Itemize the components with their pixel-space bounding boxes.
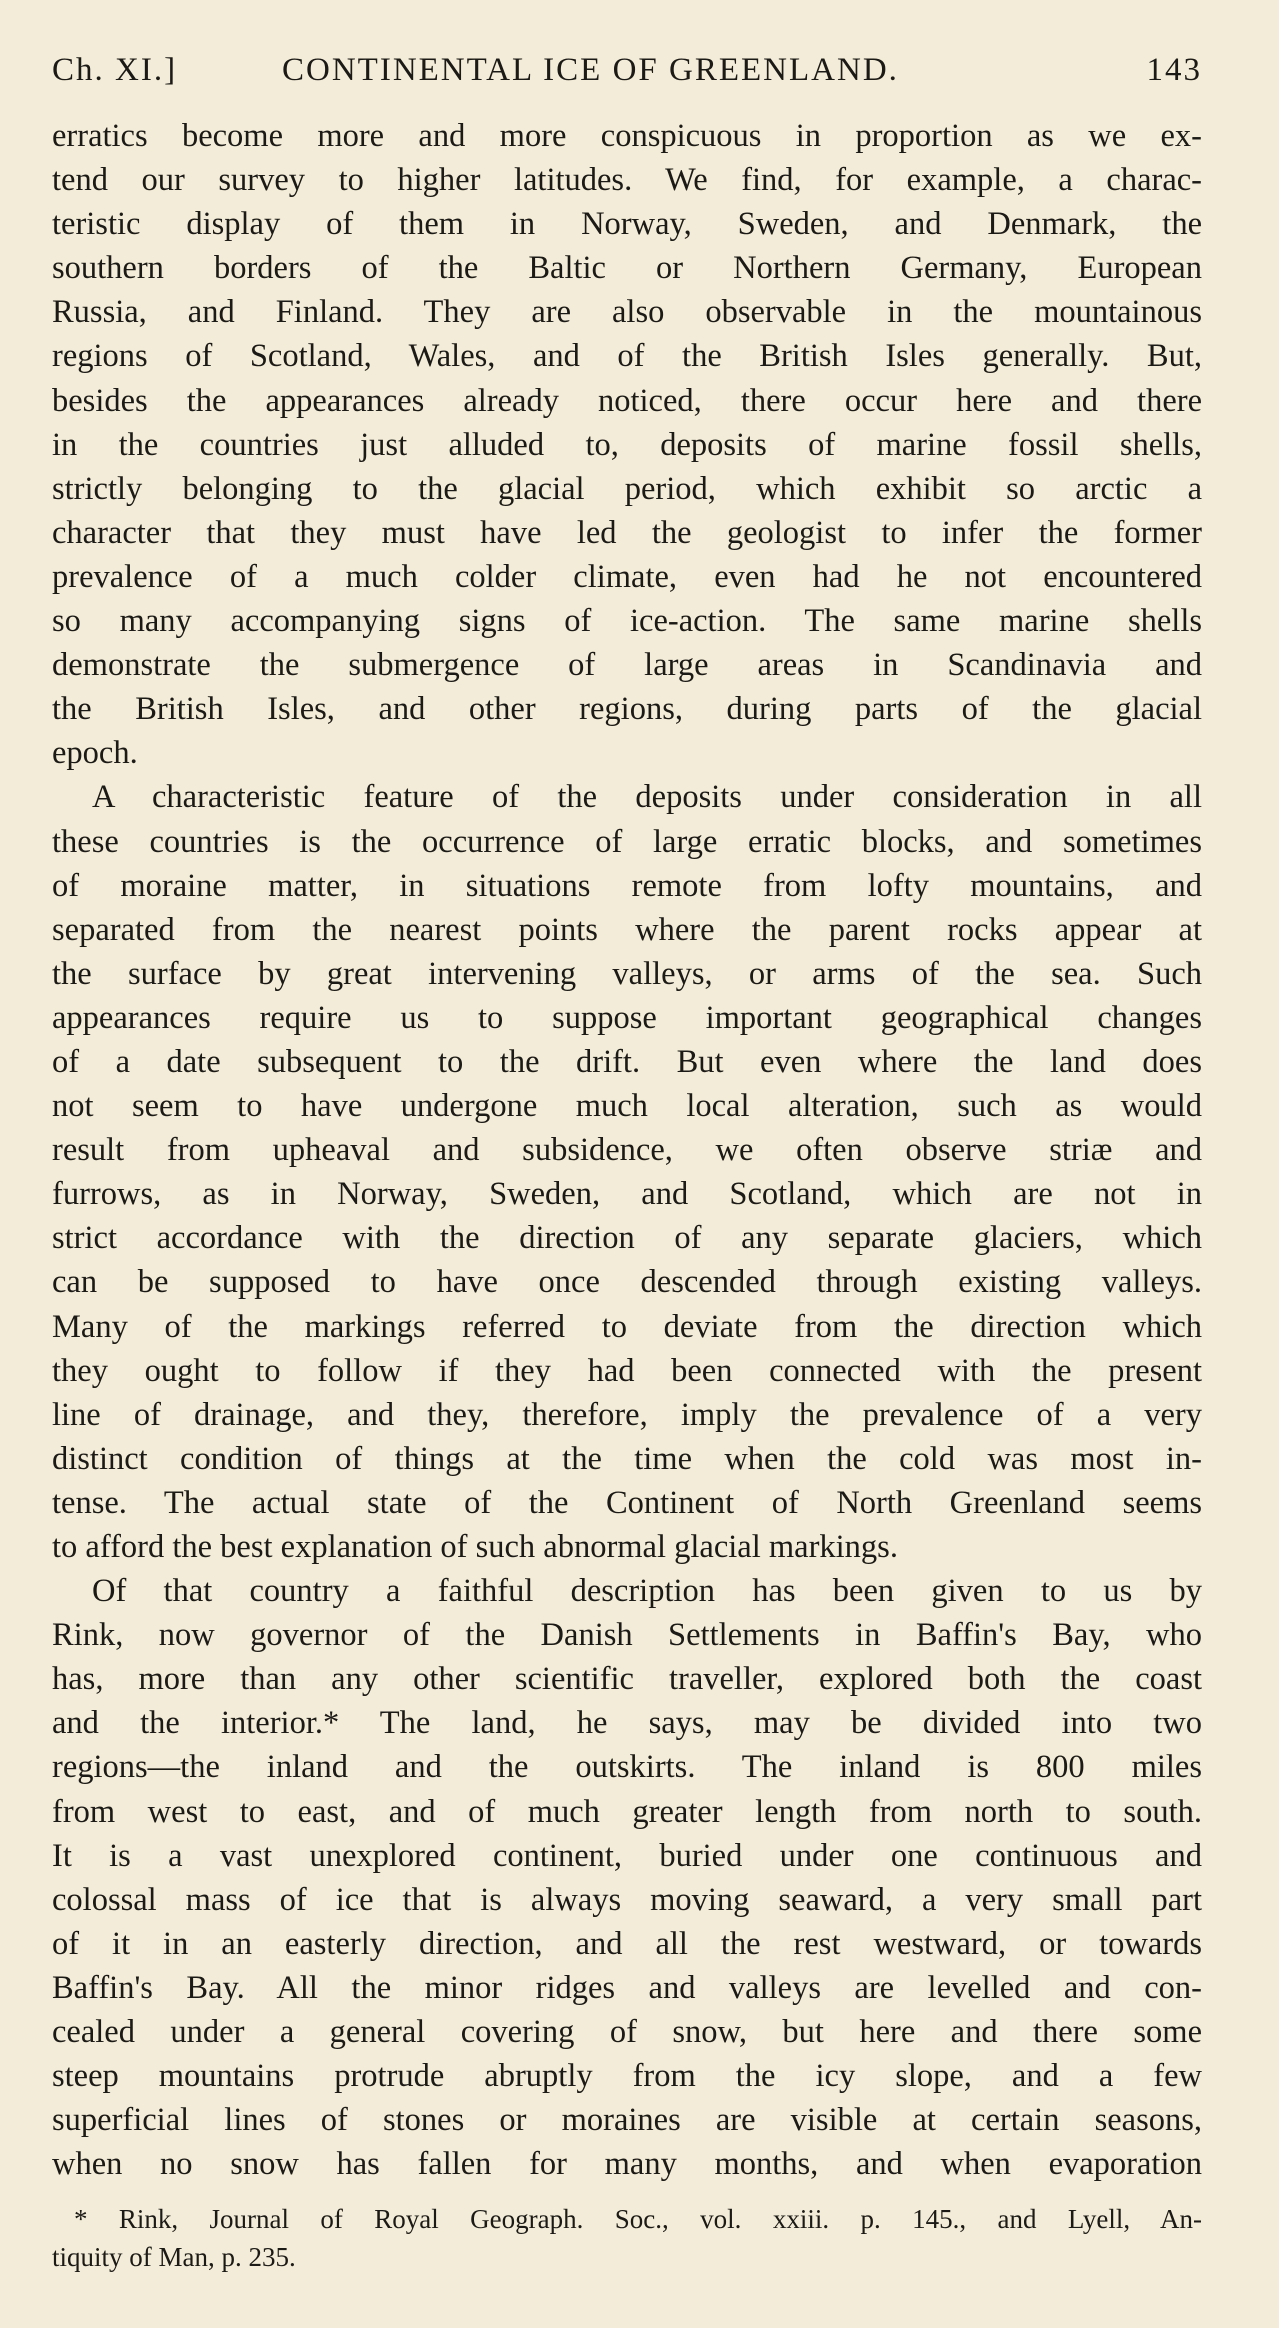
text-line: Baffin's Bay. All the minor ridges and valleys are levelled and con- xyxy=(52,1969,1202,2006)
text-line: prevalence of a much colder climate, even had he not encountered xyxy=(52,558,1202,595)
text-line: in the countries just alluded to, deposits of marine fossil shells, xyxy=(52,426,1202,463)
text-line: and the interior.* The land, he says, may be divided into two xyxy=(52,1705,1202,1742)
text-line: colossal mass of ice that is always moving seaward, a very small part xyxy=(52,1881,1202,1918)
text-line: superficial lines of stones or moraines are visible at certain seasons, xyxy=(52,2102,1202,2139)
text-line: separated from the nearest points where the parent rocks appear at xyxy=(52,911,1202,948)
text-line: demonstrate the submergence of large areas in Scandinavia and xyxy=(52,647,1202,684)
text-line: besides the appearances already noticed, there occur here and there xyxy=(52,382,1202,419)
text-line: tense. The actual state of the Continent of North Greenland seems xyxy=(52,1484,1202,1521)
text-line: Rink, now governor of the Danish Settlements in Baffin's Bay, who xyxy=(52,1617,1202,1654)
book-page xyxy=(52,40,1202,2300)
chapter-label: Ch. XI.] xyxy=(52,52,178,88)
text-line: has, more than any other scientific traveller, explored both the coast xyxy=(52,1661,1202,1698)
text-line: the surface by great intervening valleys, or arms of the sea. Such xyxy=(52,955,1202,992)
page-number: 143 xyxy=(1146,52,1202,88)
text-line: distinct condition of things at the time when the cold was most in- xyxy=(52,1440,1202,1477)
running-title: CONTINENTAL ICE OF GREENLAND. xyxy=(282,52,899,88)
text-line: of a date subsequent to the drift. But even where the land does xyxy=(52,1043,1202,1080)
text-line: line of drainage, and they, therefore, imply the prevalence of a very xyxy=(52,1396,1202,1433)
footnote xyxy=(52,2200,1202,2276)
text-line: appearances require us to suppose important geographical changes xyxy=(52,999,1202,1036)
text-line: the British Isles, and other regions, during parts of the glacial xyxy=(52,691,1202,728)
text-line: to afford the best explanation of such abnormal glacial markings. xyxy=(52,1529,898,1565)
text-line: southern borders of the Baltic or Northern Germany, European xyxy=(52,250,1202,287)
text-line: Russia, and Finland. They are also observable in the mountainous xyxy=(52,294,1202,331)
text-line: erratics become more and more conspicuous in proportion as we ex- xyxy=(52,118,1202,154)
text-line: regions of Scotland, Wales, and of the British Isles generally. But, xyxy=(52,338,1202,375)
body-text xyxy=(52,114,1202,2186)
text-line: of moraine matter, in situations remote from lofty mountains, and xyxy=(52,867,1202,904)
text-line: teristic display of them in Norway, Sweden, and Denmark, the xyxy=(52,206,1202,243)
text-line: not seem to have undergone much local alteration, such as would xyxy=(52,1088,1202,1125)
text-line: can be supposed to have once descended through existing valleys. xyxy=(52,1264,1202,1301)
footnote-line: * Rink, Journal of Royal Geograph. Soc., vol. xxiii. p. 145., and Lyell, An- xyxy=(74,2204,1202,2235)
text-line: Of that country a faithful description has been given to us by xyxy=(92,1573,1202,1610)
text-line: from west to east, and of much greater length from north to south. xyxy=(52,1793,1202,1830)
text-line: tend our survey to higher latitudes. We find, for example, a charac- xyxy=(52,162,1202,199)
text-line: steep mountains protrude abruptly from the icy slope, and a few xyxy=(52,2058,1202,2095)
text-line: when no snow has fallen for many months, and when evaporation xyxy=(52,2146,1202,2183)
text-line: cealed under a general covering of snow, but here and there some xyxy=(52,2014,1202,2051)
text-line: strict accordance with the direction of any separate glaciers, which xyxy=(52,1220,1202,1257)
text-line: these countries is the occurrence of large erratic blocks, and sometimes xyxy=(52,823,1202,860)
text-line: they ought to follow if they had been connected with the present xyxy=(52,1352,1202,1389)
footnote-line: tiquity of Man, p. 235. xyxy=(52,2242,296,2273)
running-head xyxy=(52,40,1202,100)
text-line: character that they must have led the geologist to infer the former xyxy=(52,514,1202,551)
text-line: regions—the inland and the outskirts. The inland is 800 miles xyxy=(52,1749,1202,1786)
text-line: Many of the markings referred to deviate from the direction which xyxy=(52,1308,1202,1345)
text-line: epoch. xyxy=(52,735,138,772)
text-line: A characteristic feature of the deposits under consideration in all xyxy=(92,779,1202,816)
text-line: result from upheaval and subsidence, we often observe striæ and xyxy=(52,1132,1202,1169)
text-line: furrows, as in Norway, Sweden, and Scotland, which are not in xyxy=(52,1176,1202,1213)
text-line: strictly belonging to the glacial period, which exhibit so arctic a xyxy=(52,470,1202,507)
text-line: It is a vast unexplored continent, buried under one continuous and xyxy=(52,1837,1202,1874)
text-line: of it in an easterly direction, and all the rest westward, or towards xyxy=(52,1925,1202,1962)
text-line: so many accompanying signs of ice-action. The same marine shells xyxy=(52,603,1202,640)
